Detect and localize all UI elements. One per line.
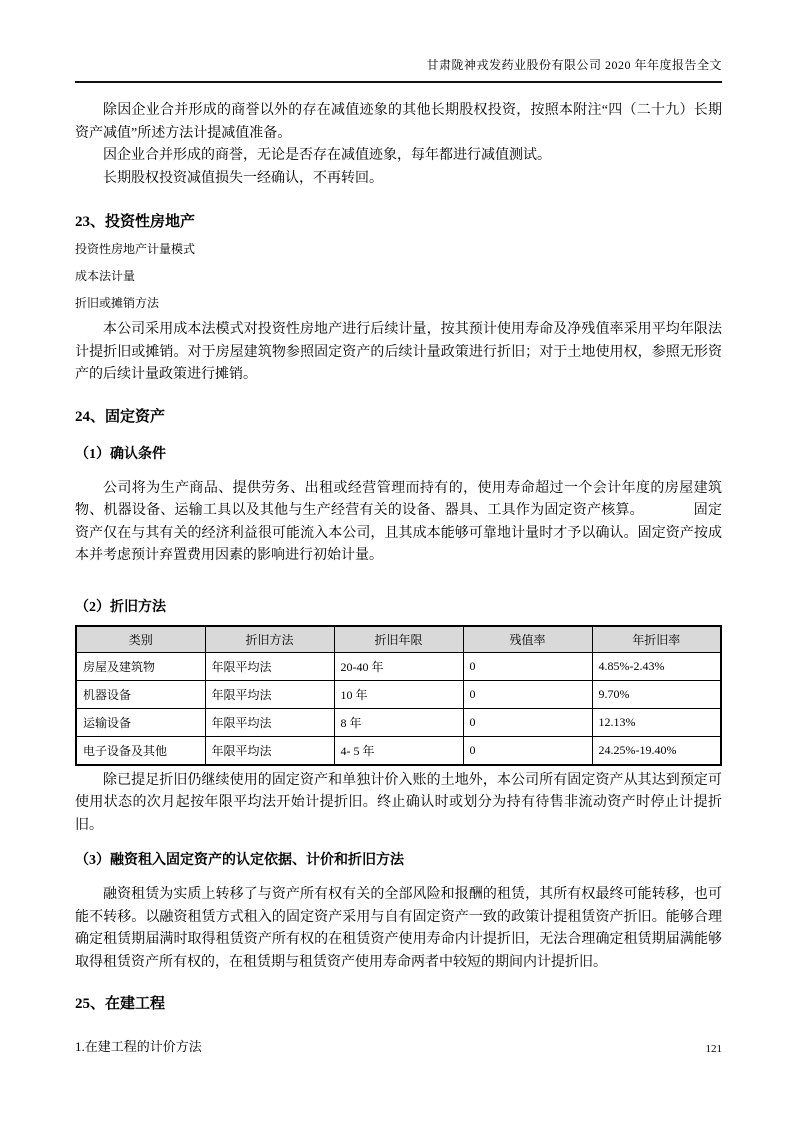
depreciation-table-header-row — [76, 626, 721, 653]
cell-annual-rate: 9.70% — [592, 681, 721, 709]
paragraph-investment-property: 本公司采用成本法模式对投资性房地产进行后续计量，按其预计使用寿命及净残值率采用平均年限法计提折旧或摊销。对于房屋建筑物参照固定资产的后续计量政策进行折旧；对于土地使用权，参照无形资产的后续计量政策进行摊销。 — [75, 322, 722, 382]
cell-residual-rate: 0 — [463, 737, 592, 765]
paragraph-goodwill-test: 因企业合并形成的商誉，无论是否存在减值迹象，每年都进行减值测试。 — [103, 148, 551, 163]
table-row — [76, 709, 721, 737]
line-cost-method: 成本法计量 — [75, 269, 136, 283]
cell-annual-rate: 4.85%-2.43% — [592, 653, 721, 681]
subsection-2-heading: （2）折旧方法 — [75, 599, 166, 615]
col-header-residual-rate: 残值率 — [463, 626, 592, 653]
paragraph-recognition-criteria: 公司将为生产商品、提供劳务、出租或经营管理而持有的，使用寿命超过一个会计年度的房屋建筑物、机器设备、运输工具以及其他与生产经营有关的设备、器具、工具作为固定资产核算。 固定资产仅在与其有关的经济利益很可能流入本公司，且其成本能够可靠地计量时才予以确认。固定资产按成本并考虑预计弃置费用因素的影响进行初始计量。 — [75, 480, 722, 563]
page-number: 121 — [705, 1043, 722, 1055]
cell-residual-rate: 0 — [463, 653, 592, 681]
table-row — [76, 681, 721, 709]
col-header-years: 折旧年限 — [334, 626, 463, 653]
cell-years: 20-40 年 — [334, 653, 463, 681]
cell-category: 机器设备 — [76, 681, 205, 709]
subsection-1-heading: （1）确认条件 — [75, 446, 166, 462]
section-23-heading: 23、投资性房地产 — [75, 214, 196, 230]
paragraph-impairment-other: 除因企业合并形成的商誉以外的存在减值迹象的其他长期股权投资，按照本附注“四（二十九）长期资产减值”所述方法计提减值准备。 — [75, 103, 722, 141]
cell-annual-rate: 24.25%-19.40% — [592, 737, 721, 765]
cell-annual-rate: 12.13% — [592, 709, 721, 737]
paragraph-no-reversal: 长期股权投资减值损失一经确认，不再转回。 — [103, 170, 383, 186]
line-cip-valuation-method: 1.在建工程的计价方法 — [75, 1039, 202, 1054]
section-24-heading: 24、固定资产 — [75, 408, 166, 425]
cell-years: 10 年 — [334, 681, 463, 709]
table-row — [76, 737, 721, 765]
paragraph-finance-lease: 融资租赁为实质上转移了与资产所有权有关的全部风险和报酬的租赁，其所有权最终可能转移，也可能不转移。以融资租赁方式租入的固定资产采用与自有固定资产一致的政策计提租赁资产折旧。能够合理确定租赁期届满时取得租赁资产所有权的在租赁资产使用寿命内计提折旧，无法合理确定租赁期届满能够取得租赁资产所有权的，在租赁期与租赁资产使用寿命两者中较短的期间内计提折旧。 — [75, 887, 722, 970]
cell-category: 电子设备及其他 — [76, 737, 205, 765]
cell-method: 年限平均法 — [205, 709, 334, 737]
cell-years: 4- 5 年 — [334, 737, 463, 765]
cell-category: 运输设备 — [76, 709, 205, 737]
cell-method: 年限平均法 — [205, 681, 334, 709]
cell-category: 房屋及建筑物 — [76, 653, 205, 681]
report-header-title: 甘肃陇神戎发药业股份有限公司 2020 年年度报告全文 — [426, 58, 722, 72]
line-measurement-model: 投资性房地产计量模式 — [75, 242, 196, 256]
cell-residual-rate: 0 — [463, 709, 592, 737]
subsection-3-heading: （3）融资租入固定资产的认定依据、计价和折旧方法 — [75, 853, 404, 868]
cell-residual-rate: 0 — [463, 681, 592, 709]
col-header-method: 折旧方法 — [205, 626, 334, 653]
cell-method: 年限平均法 — [205, 737, 334, 765]
cell-years: 8 年 — [334, 709, 463, 737]
col-header-category: 类别 — [76, 626, 205, 653]
depreciation-table — [75, 625, 722, 766]
cell-method: 年限平均法 — [205, 653, 334, 681]
line-depreciation-amortization: 折旧或摊销方法 — [75, 296, 160, 310]
paragraph-depreciation-start: 除已提足折旧仍继续使用的固定资产和单独计价入账的土地外，本公司所有固定资产从其达到预定可使用状态的次月起按年限平均法开始计提折旧。终止确认时或划分为持有待售非流动资产时停止计提折旧。 — [75, 772, 722, 833]
col-header-annual-rate: 年折旧率 — [592, 626, 721, 653]
table-row — [76, 653, 721, 681]
report-header — [75, 56, 722, 83]
section-25-heading: 25、在建工程 — [75, 996, 166, 1012]
